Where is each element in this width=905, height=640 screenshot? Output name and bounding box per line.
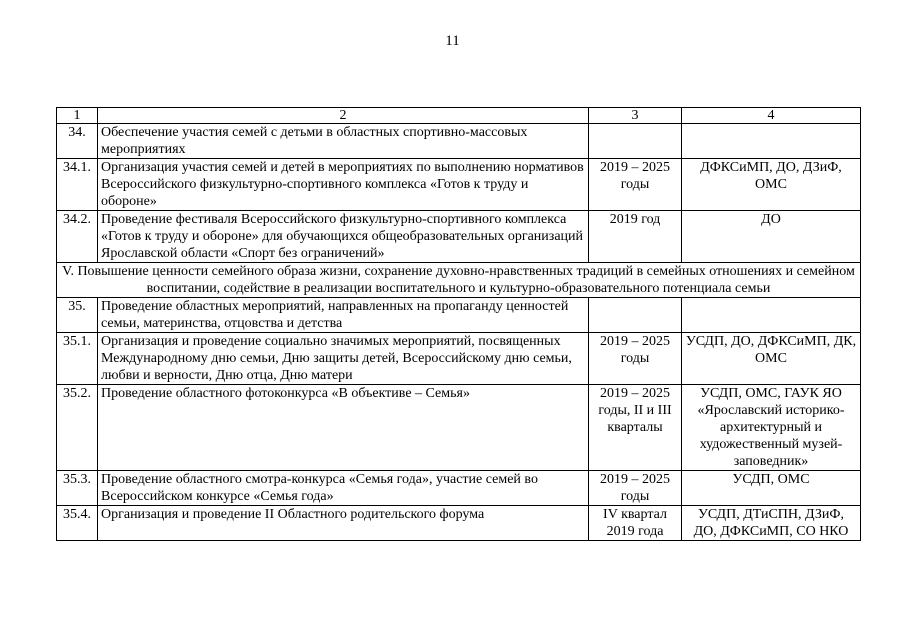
table-row [57, 506, 861, 541]
row-responsible: УСДП, ОМС, ГАУК ЯО «Ярославский историко-архитектурный и художественный музей-заповедник» [682, 385, 861, 471]
section-heading-row [57, 263, 861, 298]
row-number: 35.1. [57, 333, 98, 385]
row-period [589, 298, 682, 333]
row-responsible: ДО [682, 211, 861, 263]
header-col-1: 1 [57, 108, 98, 124]
header-col-3: 3 [589, 108, 682, 124]
header-col-2: 2 [98, 108, 589, 124]
row-number: 35.3. [57, 471, 98, 506]
table-row [57, 124, 861, 159]
row-number: 34.1. [57, 159, 98, 211]
row-period: IV квартал 2019 года [589, 506, 682, 541]
row-activity: Организация участия семей и детей в мероприятиях по выполнению нормативов Всероссийского физкультурно-спортивного комплекса «Готов к труду и обороне» [98, 159, 589, 211]
row-period: 2019 – 2025 годы [589, 471, 682, 506]
row-activity: Проведение фестиваля Всероссийского физкультурно-спортивного комплекса «Готов к труду и обороне» для обучающихся общеобразовательных организаций Ярославской области «Спорт без ограничений» [98, 211, 589, 263]
table-row [57, 385, 861, 471]
row-activity: Проведение областного фотоконкурса «В объективе – Семья» [98, 385, 589, 471]
row-number: 35. [57, 298, 98, 333]
row-activity: Обеспечение участия семей с детьми в областных спортивно-массовых мероприятиях [98, 124, 589, 159]
row-activity: Проведение областных мероприятий, направленных на пропаганду ценностей семьи, материнства, отцовства и детства [98, 298, 589, 333]
row-number: 34.2. [57, 211, 98, 263]
row-responsible: ДФКСиМП, ДО, ДЗиФ, ОМС [682, 159, 861, 211]
table-row [57, 471, 861, 506]
row-activity: Организация и проведение II Областного родительского форума [98, 506, 589, 541]
table-row [57, 159, 861, 211]
table-header-row [57, 108, 861, 124]
row-period: 2019 – 2025 годы, II и III кварталы [589, 385, 682, 471]
page-number: 11 [445, 33, 460, 49]
row-number: 35.2. [57, 385, 98, 471]
row-period [589, 124, 682, 159]
table-row [57, 211, 861, 263]
row-activity: Проведение областного смотра-конкурса «Семья года», участие семей во Всероссийском конкурсе «Семья года» [98, 471, 589, 506]
row-number: 35.4. [57, 506, 98, 541]
row-responsible: УСДП, ОМС [682, 471, 861, 506]
table-row [57, 333, 861, 385]
row-period: 2019 – 2025 годы [589, 159, 682, 211]
row-responsible: УСДП, ДТиСПН, ДЗиФ, ДО, ДФКСиМП, СО НКО [682, 506, 861, 541]
row-responsible [682, 298, 861, 333]
section-heading: V. Повышение ценности семейного образа жизни, сохранение духовно-нравственных традиций в семейных отношениях и семейном воспитании, содействие в реализации воспитательного и культурно-образовательного потенциала семьи [57, 263, 861, 298]
row-period: 2019 год [589, 211, 682, 263]
row-period: 2019 – 2025 годы [589, 333, 682, 385]
row-responsible: УСДП, ДО, ДФКСиМП, ДК, ОМС [682, 333, 861, 385]
row-responsible [682, 124, 861, 159]
header-col-4: 4 [682, 108, 861, 124]
row-number: 34. [57, 124, 98, 159]
row-activity: Организация и проведение социально значимых мероприятий, посвященных Международному дню семьи, Дню защиты детей, Всероссийскому дню семьи, любви и верности, Дню отца, Дню матери [98, 333, 589, 385]
table-row [57, 298, 861, 333]
activities-table [56, 107, 861, 541]
